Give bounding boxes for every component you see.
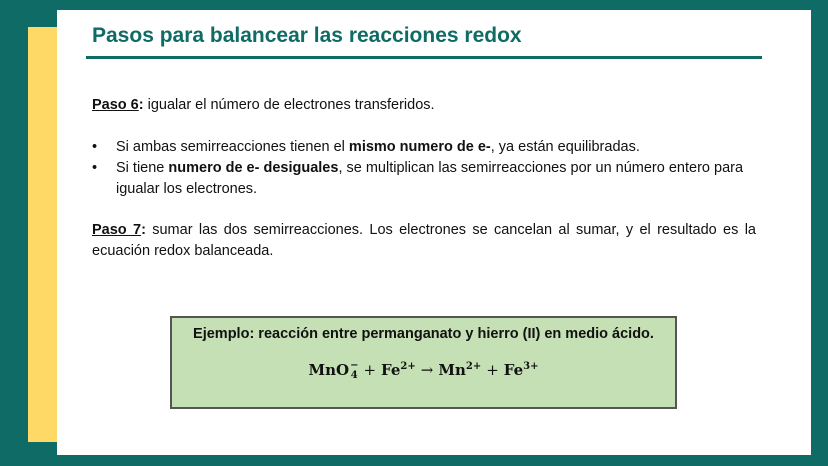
step-7-label: Paso 7 <box>92 222 142 238</box>
step-6-paragraph <box>92 95 756 116</box>
permanganate-charge-index <box>350 361 358 381</box>
list-item <box>92 158 756 200</box>
permanganate-formula: MnO <box>308 361 350 379</box>
manganese-ii-formula: Mn <box>438 361 466 379</box>
bullet-bold-text: mismo numero de e- <box>348 139 491 155</box>
iron-iii-formula: Fe <box>503 361 524 379</box>
bullet-icon: • <box>92 139 98 155</box>
manganese-ii-charge: 2+ <box>465 361 482 372</box>
bullet-text: , se multiplican las semirreacciones por un número entero para igualar los electrones. <box>116 160 744 197</box>
bullet-text: Si ambas semirreacciones tienen el <box>116 139 349 155</box>
permanganate-charge: − <box>350 360 359 371</box>
example-title: Ejemplo: reacción entre permanganato y hierro (II) en medio ácido. <box>193 326 654 342</box>
slide-title: Pasos para balancear las reacciones redox <box>92 24 522 47</box>
reaction-arrow: → <box>420 361 434 379</box>
plus-sign: + <box>486 361 499 379</box>
step-7-paragraph <box>92 220 756 262</box>
step-6-colon: : <box>138 97 144 113</box>
title-underline <box>86 56 762 59</box>
bullet-text: Si tiene <box>116 160 169 176</box>
bullet-text: , ya están equilibradas. <box>490 139 640 155</box>
iron-ii-formula: Fe <box>381 361 401 379</box>
step-6-text: igualar el número de electrones transferidos. <box>143 97 435 113</box>
bullet-list <box>92 137 756 200</box>
bullet-bold-text: numero de e- desiguales <box>168 160 339 176</box>
step-7-colon: : <box>141 222 146 238</box>
slide <box>57 10 811 455</box>
bullet-icon: • <box>92 160 98 176</box>
iron-ii-charge: 2+ <box>400 361 416 372</box>
plus-sign: + <box>363 361 377 379</box>
iron-iii-charge: 3+ <box>523 361 539 372</box>
example-box <box>170 316 677 409</box>
step-7-text: sumar las dos semirreacciones. Los electrones se cancelan al sumar, y el resultado es la ecuación redox balanceada. <box>92 222 756 259</box>
redox-equation <box>172 361 675 381</box>
permanganate-subscript: 4 <box>350 370 358 381</box>
list-item <box>92 137 756 158</box>
step-6-label: Paso 6 <box>92 97 139 113</box>
